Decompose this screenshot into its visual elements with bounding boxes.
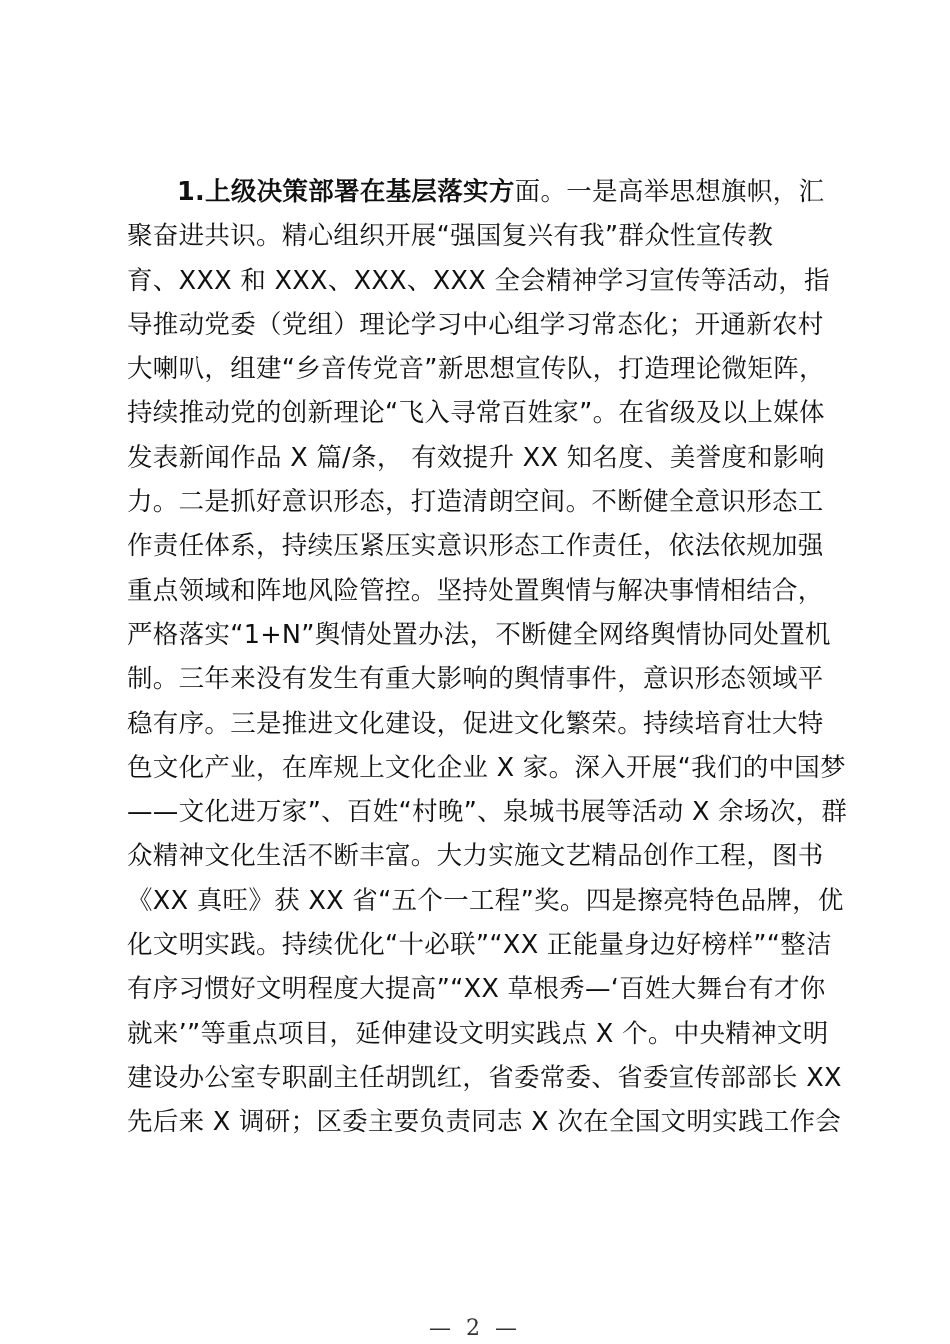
text-line: 大喇叭，组建“乡音传党音”新思想宣传队，打造理论微矩阵，: [127, 354, 825, 385]
text-line: 重点领域和阵地风险管控。坚持处置舆情与解决事情相结合，: [127, 575, 824, 606]
text-line: 1.上级决策部署在基层落实方面。一是高举思想旗帜，汇: [177, 177, 825, 207]
text-line: 导推动党委（党组）理论学习中心组学习常态化；开通新农村: [127, 309, 824, 340]
text-line: 稳有序。三是推进文化建设，促进文化繁荣。持续培育壮大特: [127, 708, 824, 739]
text-line: 育、XXX 和 XXX、XXX、XXX 全会精神学习宣传等活动，指: [127, 265, 830, 296]
text-line: 发表新闻作品 X 篇/条， 有效提升 XX 知名度、美誉度和影响: [127, 442, 825, 473]
text-line: 色文化产业，在库规上文化企业 X 家。深入开展“我们的中国梦: [127, 752, 846, 783]
text-line: 《XX 真旺》获 XX 省“五个一工程”奖。四是擦亮特色品牌，优: [127, 885, 844, 916]
text-line: 化文明实践。持续优化“十必联”“XX 正能量身边好榜样”“整洁: [127, 930, 832, 961]
text-line: 力。二是抓好意识形态，打造清朗空间。不断健全意识形态工: [127, 487, 824, 518]
text-line: 先后来 X 调研；区委主要负责同志 X 次在全国文明实践工作会: [127, 1107, 842, 1138]
text-line: 有序习惯好文明程度大提高”“XX 草根秀—‘百姓大舞台有才你: [127, 974, 826, 1005]
body-paragraph: [127, 170, 848, 1145]
section-heading: 1.上级决策部署在基层落实方: [177, 177, 515, 207]
text-line: 持续推动党的创新理论“飞入寻常百姓家”。在省级及以上媒体: [127, 398, 825, 429]
text-line: 聚奋进共识。精心组织开展“强国复兴有我”群众性宣传教: [127, 221, 774, 252]
page-number: — 2 —: [429, 1316, 521, 1341]
text-line: 就来’”等重点项目，延伸建设文明实践点 X 个。中央精神文明: [127, 1018, 829, 1049]
text-line: 严格落实“1+N”舆情处置办法，不断健全网络舆情协同处置机: [127, 619, 831, 650]
text-line: 作责任体系，持续压紧压实意识形态工作责任，依法依规加强: [127, 531, 824, 562]
text-line: 众精神文化生活不断丰富。大力实施文艺精品创作工程，图书: [127, 841, 824, 872]
text-line: ——文化进万家”、百姓“村晚”、泉城书展等活动 X 余场次，群: [127, 797, 848, 828]
text-line: 建设办公室专职副主任胡凯红，省委常委、省委宣传部部长 XX: [127, 1062, 842, 1093]
text-line: 制。三年来没有发生有重大影响的舆情事件，意识形态领域平: [127, 664, 824, 695]
